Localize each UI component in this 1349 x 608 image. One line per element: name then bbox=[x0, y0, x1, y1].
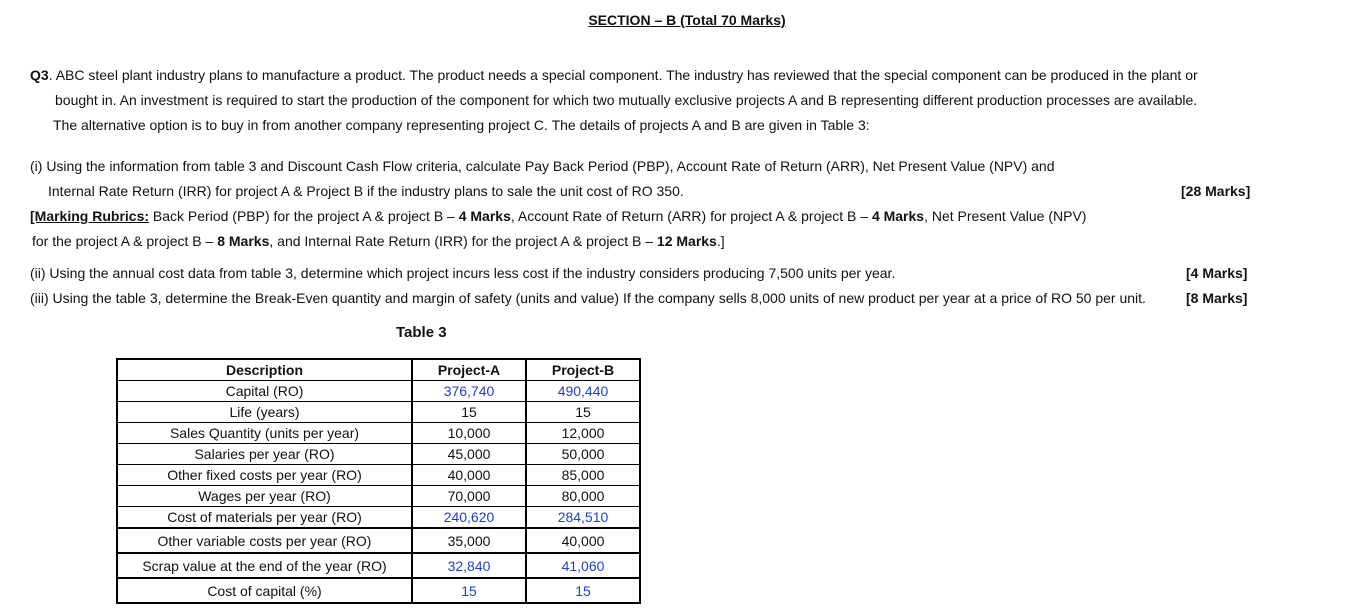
rubric-marks: 12 Marks bbox=[656, 233, 717, 249]
row-label: Wages per year (RO) bbox=[118, 486, 411, 507]
cell-value: 10,000 bbox=[413, 423, 525, 444]
cell-value: 50,000 bbox=[527, 444, 639, 465]
column-header: Project-A bbox=[413, 360, 525, 381]
q3-line-2: bought in. An investment is required to start the production of the component for which two mutually exclusive projects A and B representing different production processes are available. bbox=[55, 92, 1198, 108]
rubric-text: Back Period (PBP) for the project A & project B – bbox=[149, 208, 459, 224]
cell-value: 15 bbox=[527, 402, 639, 423]
row-label: Scrap value at the end of the year (RO) bbox=[117, 553, 412, 578]
rubric-text: , Net Present Value (NPV) bbox=[924, 208, 1087, 224]
q3-line-3: The alternative option is to buy in from another company representing project C. The details of projects A and B are given in Table 3: bbox=[53, 117, 870, 133]
table-row bbox=[117, 528, 640, 553]
cell-value: 40,000 bbox=[526, 528, 640, 553]
section-title: SECTION – B (Total 70 Marks) bbox=[588, 12, 786, 28]
part-i-marks: [28 Marks] bbox=[1181, 183, 1251, 199]
part-i-line-1: (i) Using the information from table 3 and Discount Cash Flow criteria, calculate Pay Back Period (PBP), Account Rate of Return (ARR), Net Present Value (NPV) and bbox=[30, 158, 1055, 174]
cell-value: 284,510 bbox=[557, 509, 609, 525]
row-label: Cost of capital (%) bbox=[117, 578, 412, 603]
row-label: Sales Quantity (units per year) bbox=[118, 423, 411, 444]
cell-value: 12,000 bbox=[527, 423, 639, 444]
part-i-line-2: Internal Rate Return (IRR) for project A & Project B if the industry plans to sale the unit cost of RO 350. bbox=[48, 183, 684, 199]
table-3 bbox=[116, 358, 641, 604]
rubric-heading: [Marking Rubrics: bbox=[30, 208, 150, 224]
rubric-text: , Account Rate of Return (ARR) for project A & project B – bbox=[510, 208, 872, 224]
cell-value: 240,620 bbox=[443, 509, 495, 525]
part-ii-text: (ii) Using the annual cost data from table 3, determine which project incurs less cost if the industry considers producing 7,500 units per year. bbox=[30, 265, 896, 281]
rubric-marks: 4 Marks bbox=[871, 208, 925, 224]
rubric-text: .] bbox=[716, 233, 725, 249]
q3-line-1 bbox=[30, 67, 1198, 83]
cell-value: 85,000 bbox=[527, 465, 639, 486]
cell-value: 32,840 bbox=[412, 553, 526, 578]
table-row bbox=[117, 578, 640, 603]
cell-value: 376,740 bbox=[413, 381, 525, 402]
table-caption: Table 3 bbox=[396, 324, 447, 341]
cell-value: 15 bbox=[413, 402, 525, 423]
cell-value: 80,000 bbox=[527, 486, 639, 507]
q3-text-1: . ABC steel plant industry plans to manufacture a product. The product needs a special component. The industry has reviewed that the special component can be produced in the plant or bbox=[48, 67, 1198, 83]
cell-value: 70,000 bbox=[413, 486, 525, 507]
row-label: Capital (RO) bbox=[118, 381, 411, 402]
cell-value: 40,000 bbox=[413, 465, 525, 486]
cell-value: 15 bbox=[526, 578, 640, 603]
row-label: Other fixed costs per year (RO) bbox=[118, 465, 411, 486]
cell-value: 490,440 bbox=[527, 381, 639, 402]
row-label: Life (years) bbox=[118, 402, 411, 423]
rubric-text: for the project A & project B – bbox=[32, 233, 218, 249]
row-label: Cost of materials per year (RO) bbox=[167, 509, 362, 525]
cell-value: 35,000 bbox=[412, 528, 526, 553]
cell-value: 15 bbox=[412, 578, 526, 603]
row-label: Other variable costs per year (RO) bbox=[117, 528, 412, 553]
project-a-column bbox=[412, 359, 526, 528]
rubric-text: , and Internal Rate Return (IRR) for the project A & project B – bbox=[269, 233, 657, 249]
part-iii-marks: [8 Marks] bbox=[1186, 290, 1248, 306]
rubric-line-1 bbox=[30, 208, 1086, 224]
column-header: Description bbox=[118, 360, 411, 381]
row-label: Salaries per year (RO) bbox=[118, 444, 411, 465]
table-stacked-block bbox=[117, 359, 640, 528]
description-column bbox=[117, 359, 412, 528]
rubric-line-2 bbox=[32, 233, 725, 249]
cell-value: 45,000 bbox=[413, 444, 525, 465]
project-b-column bbox=[526, 359, 640, 528]
table-row bbox=[117, 553, 640, 578]
rubric-marks: 8 Marks bbox=[217, 233, 270, 249]
part-iii-text: (iii) Using the table 3, determine the Break-Even quantity and margin of safety (units and value) If the company sells 8,000 units of new product per year at a price of RO 50 per unit. bbox=[30, 290, 1146, 306]
column-header: Project-B bbox=[527, 360, 639, 381]
part-ii-marks: [4 Marks] bbox=[1186, 265, 1248, 281]
rubric-marks: 4 Marks bbox=[458, 208, 511, 224]
q3-label: Q3 bbox=[30, 67, 49, 83]
cell-value: 41,060 bbox=[526, 553, 640, 578]
